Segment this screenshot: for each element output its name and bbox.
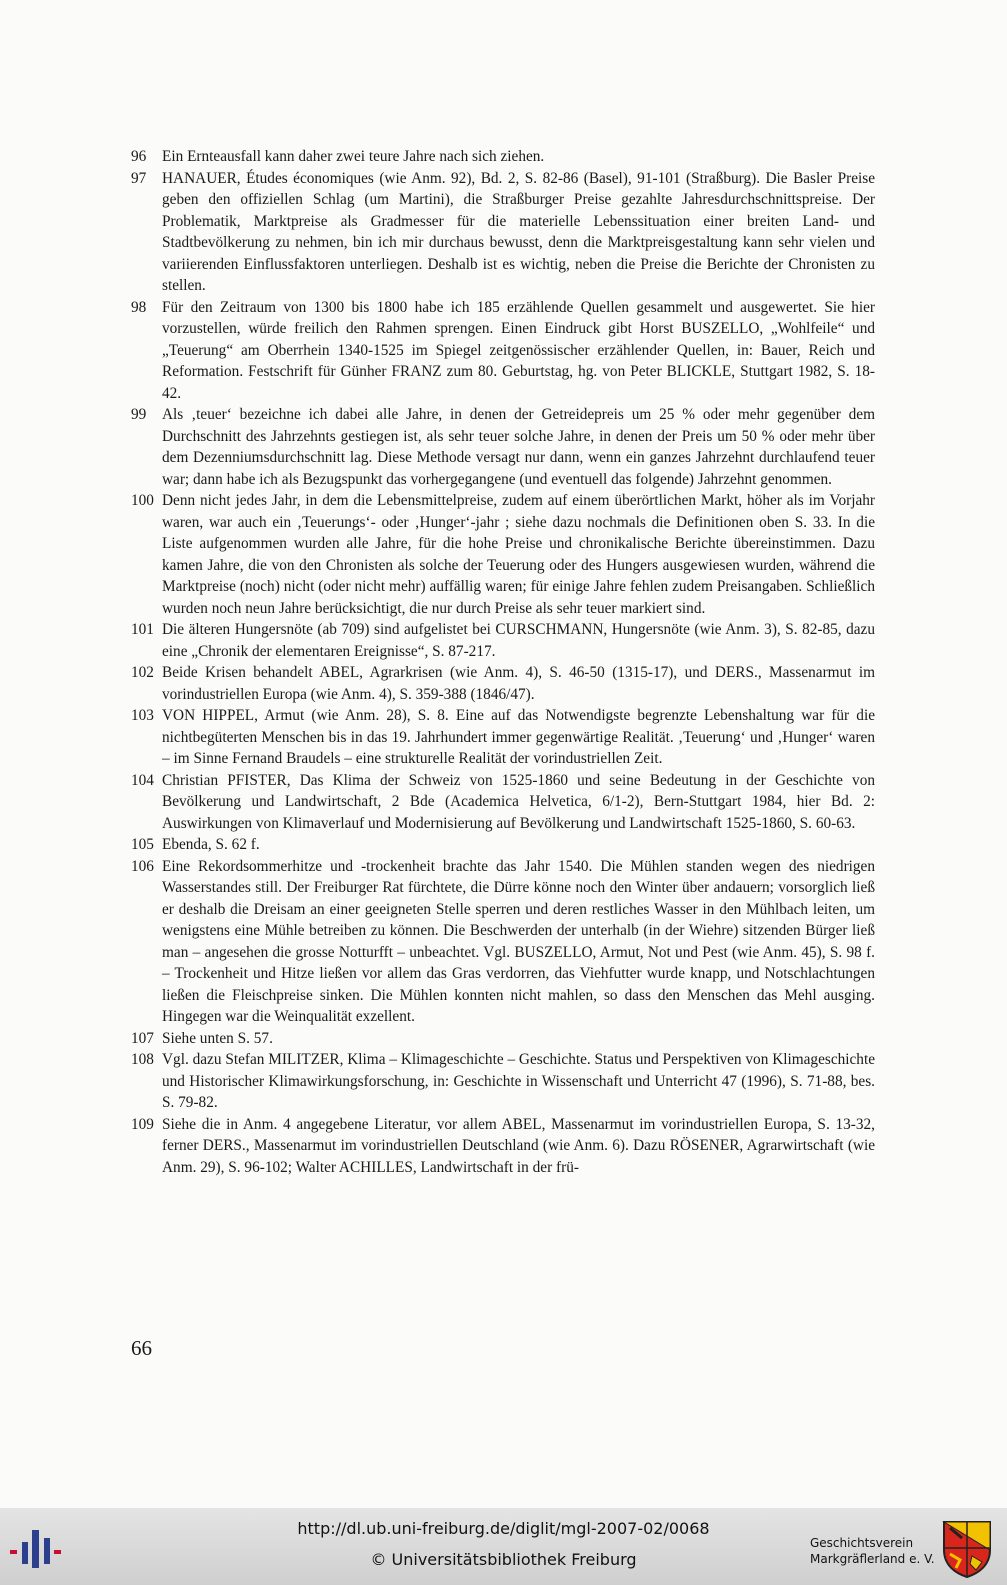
footer-copyright: © Universitätsbibliothek Freiburg — [370, 1550, 637, 1569]
footnote — [131, 168, 875, 297]
footnote — [131, 1049, 875, 1114]
footnote-number: 97 — [131, 169, 147, 187]
footnote-text: Ein Ernteausfall kann daher zwei teure Jahre nach sich ziehen. — [162, 148, 545, 165]
footnote-text: Siehe die in Anm. 4 angegebene Literatur, vor allem ABEL, Massenarmut im vorindustriellen Europa, S. 13-32, ferner DERS., Massenarmut im vorindustriellen Deutschland (wie Anm. 6). Dazu RÖSENER, Agrarwirtschaft (wie Anm. 29), S. 96-102; Walter ACHILLES, Landwirtschaft in der frü- — [162, 1115, 875, 1176]
footnote — [131, 490, 875, 619]
page-number: 66 — [131, 1336, 152, 1360]
footnote — [131, 1114, 875, 1179]
society-name — [810, 1535, 935, 1567]
footnote — [131, 146, 875, 168]
footnote — [131, 404, 875, 490]
footnote — [131, 856, 875, 1028]
footer-url[interactable]: http://dl.ub.uni-freiburg.de/diglit/mgl-2007-02/0068 — [297, 1519, 710, 1538]
footnote — [131, 297, 875, 405]
society-name-line: Markgräflerland e. V. — [810, 1552, 935, 1566]
footnote-number: 108 — [131, 1051, 154, 1068]
footnote-text: Für den Zeitraum von 1300 bis 1800 habe ich 185 erzählende Quellen gesammelt und ausgewertet. Sie hier vorzustellen, würde freilich den Rahmen sprengen. Einen Eindruck gibt Horst BUSZELLO, „Wohlfeile“ und „Teuerung“ am Oberrhein 1340-1525 im Spiegel zeitgenössischer erzählender Quellen, in: Bauer, Reich und Reformation. Festschrift für Günher FRANZ zum 80. Geburtstag, hg. von Peter BLICKLE, Stuttgart 1982, S. 18-42. — [162, 298, 875, 402]
footnote-text: Christian PFISTER, Das Klima der Schweiz von 1525-1860 und seine Bedeutung in der Geschichte von Bevölkerung und Landwirtschaft, 2 Bde (Academica Helvetica, 6/1-2), Bern-Stuttgart 1984, hier Bd. 2: Auswirkungen von Klimaverlauf und Modernisierung auf Bevölkerung und Landwirtschaft 1525-1860, S. 60-63. — [162, 771, 875, 832]
footnote-number: 109 — [131, 1115, 154, 1133]
footnote-text: Eine Rekordsommerhitze und -trockenheit brachte das Jahr 1540. Die Mühlen standen wegen des niedrigen Wasserstandes still. Der Freiburger Rat fürchtete, die Dürre könne noch den Winter über andauern; vorsorglich ließ er deshalb die Dreisam an einer geeigneten Stelle sperren und deren restliches Wasser in den Mühlbach leiten, um wenigstens eine Mühle betreiben zu können. Die Beschwerden der unterhalb (in der Wiehre) sitzenden Bürger ließ man – angesehen die grosse Notturfft – unbeachtet. Vgl. BUSZELLO, Armut, Not und Pest (wie Anm. 45), S. 98 f. – Trockenheit und Hitze ließen vor allem das Gras verdorren, das Viehfutter wurde knapp, und Notschlachtungen ließen die Fleischpreise sinken. Die Mühlen konnten nicht mahlen, so dass den Menschen das Mehl ausging. Hingegen war die Weinqualität exzellent. — [162, 857, 875, 1025]
coat-of-arms-icon — [942, 1520, 992, 1578]
footnote-text: Als ‚teuer‘ bezeichne ich dabei alle Jahre, in denen der Getreidepreis um 25 % oder mehr gegenüber dem Durchschnitt des Jahrzehnts gestiegen ist, als sehr teuer solche Jahre, in denen der Preis um 50 % oder mehr über dem Dezenniumsdurchschnitt lag. Diese Methode versagt nur dann, wenn ein ganzes Jahrzehnt durchlaufend teuer war; dann habe ich als Bezugspunkt das vorhergegangene (und eventuell das folgende) Jahrzehnt genommen. — [162, 406, 875, 488]
footnote-number: 102 — [131, 664, 154, 681]
footnote — [131, 662, 875, 705]
footnote — [131, 834, 875, 856]
footnote-text: Vgl. dazu Stefan MILITZER, Klima – Klimageschichte – Geschichte. Status und Perspektiven von Klimageschichte und Historischer Klimawirkungsforschung, in: Geschichte in Wissenschaft und Unterricht 47 (1996), S. 71-88, bes. S. 79-82. — [162, 1051, 875, 1111]
footnote-text: Die älteren Hungersnöte (ab 709) sind aufgelistet bei CURSCHMANN, Hungersnöte (wie Anm. 3), S. 82-85, dazu eine „Chronik der elementaren Ereignisse“, S. 87-217. — [162, 621, 875, 660]
footnote — [131, 1028, 875, 1050]
footnote-number: 100 — [131, 492, 154, 509]
footnote-text: HANAUER, Études économiques (wie Anm. 92), Bd. 2, S. 82-86 (Basel), 91-101 (Straßburg). Die Basler Preise geben den offiziellen Schlag (um Martini), die Straßburger Preise gezahlte Jahresdurchschnittspreise. Der Problematik, Marktpreise als Gradmesser für die materielle Lebenssituation einer breiten Land- und Stadtbevölkerung zu nehmen, bin ich mir durchaus bewusst, denn die Marktpreisgestaltung kann sehr vielen und variierenden Einflussfaktoren unterliegen. Deshalb ist es wichtig, neben die Preise die Berichte der Chronisten zu stellen. — [162, 169, 875, 294]
footnotes-list — [131, 146, 875, 1178]
footnote-number: 96 — [131, 148, 147, 165]
footnote-text: VON HIPPEL, Armut (wie Anm. 28), S. 8. Eine auf das Notwendigste begrenzte Lebenshaltung war für die nichtbegüterten Menschen bis in das 19. Jahrhundert immer gegenwärtige Realität. ‚Teuerung‘ und ‚Hunger‘ waren – im Sinne Fernand Braudels – eine strukturelle Realität der vorindustriellen Zeit. — [162, 707, 875, 767]
footnote-number: 101 — [131, 621, 154, 638]
footnote-number: 105 — [131, 836, 154, 853]
footnote-text: Denn nicht jedes Jahr, in dem die Lebensmittelpreise, zudem auf einem überörtlichen Markt, höher als im Vorjahr waren, war auch ein ‚Teuerungs‘- oder ‚Hunger‘-jahr ; siehe dazu nochmals die Definitionen oben S. 33. In die Liste aufgenommen wurden alle Jahre, für die hohe Preise und chronikalische Berichte übereinstimmen. Dazu kamen Jahre, die von den Chronisten als solche der Teuerung oder des Hungers ausgewiesen wurden, während die Marktpreise (noch) nicht (oder nicht mehr) auffällig waren; für einige Jahre fehlen zudem Preisangaben. Schließlich wurden noch neun Jahre berücksichtigt, die nur durch Preise als sehr teuer markiert sind. — [162, 492, 875, 617]
footnote-number: 106 — [131, 857, 154, 875]
footnote-number: 107 — [131, 1029, 154, 1047]
footnote — [131, 770, 875, 835]
footnote — [131, 619, 875, 662]
footnote-number: 103 — [131, 707, 154, 724]
footnote-number: 99 — [131, 406, 147, 423]
footnote — [131, 705, 875, 770]
society-name-line: Geschichtsverein — [810, 1536, 914, 1550]
footnote-text: Siehe unten S. 57. — [162, 1029, 273, 1047]
footnote-text: Beide Krisen behandelt ABEL, Agrarkrisen (wie Anm. 4), S. 46-50 (1315-17), und DERS., Massenarmut im vorindustriellen Europa (wie Anm. 4), S. 359-388 (1846/47). — [162, 664, 875, 703]
footnote-text: Ebenda, S. 62 f. — [162, 836, 260, 853]
footnote-number: 104 — [131, 771, 154, 789]
footnote-number: 98 — [131, 298, 147, 316]
